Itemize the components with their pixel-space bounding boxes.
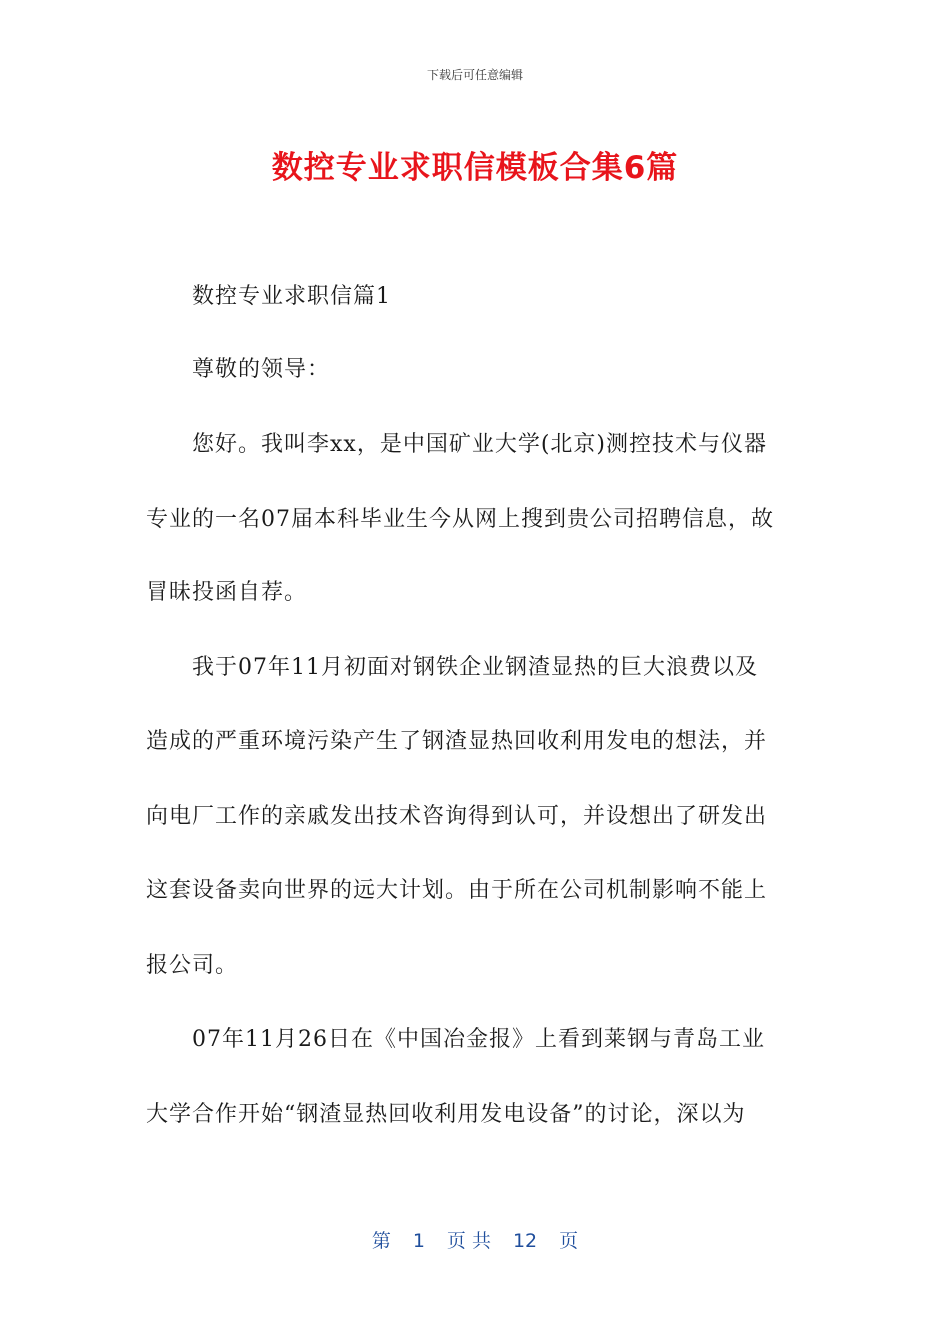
paragraph-line: 这套设备卖向世界的远大计划。由于所在公司机制影响不能上 — [146, 878, 768, 903]
paragraph-line: 大学合作开始“钢渣显热回收利用发电设备”的讨论，深以为 — [146, 1102, 746, 1127]
page-total: 12 — [512, 1230, 538, 1252]
paragraph-line: 07年11月26日在《中国冶金报》上看到莱钢与青岛工业 — [192, 1027, 765, 1052]
page-footer — [0, 1226, 950, 1253]
paragraph-line: 向电厂工作的亲戚发出技术咨询得到认可，并设想出了研发出 — [146, 804, 768, 829]
page-middle: 页 共 — [446, 1230, 491, 1252]
page-number: 1 — [412, 1230, 425, 1252]
header-note: 下载后可任意编辑 — [426, 68, 523, 82]
paragraph-line: 造成的严重环境污染产生了钢渣显热回收利用发电的想法，并 — [146, 729, 768, 754]
salutation: 尊敬的领导： — [192, 357, 331, 382]
paragraph-line: 您好。我叫李xx，是中国矿业大学(北京)测控技术与仪器 — [192, 432, 767, 457]
page-suffix: 页 — [559, 1230, 579, 1252]
paragraph-line: 专业的一名07届本科毕业生今从网上搜到贵公司招聘信息，故 — [146, 507, 774, 532]
paragraph-line: 报公司。 — [146, 953, 239, 978]
page-prefix: 第 — [371, 1230, 391, 1252]
paragraph-line: 我于07年11月初面对钢铁企业钢渣显热的巨大浪费以及 — [192, 655, 758, 680]
paragraph-line: 冒昧投函自荐。 — [146, 580, 308, 605]
document-title: 数控专业求职信模板合集6篇 — [271, 150, 679, 186]
section-heading: 数控专业求职信篇1 — [192, 284, 391, 309]
